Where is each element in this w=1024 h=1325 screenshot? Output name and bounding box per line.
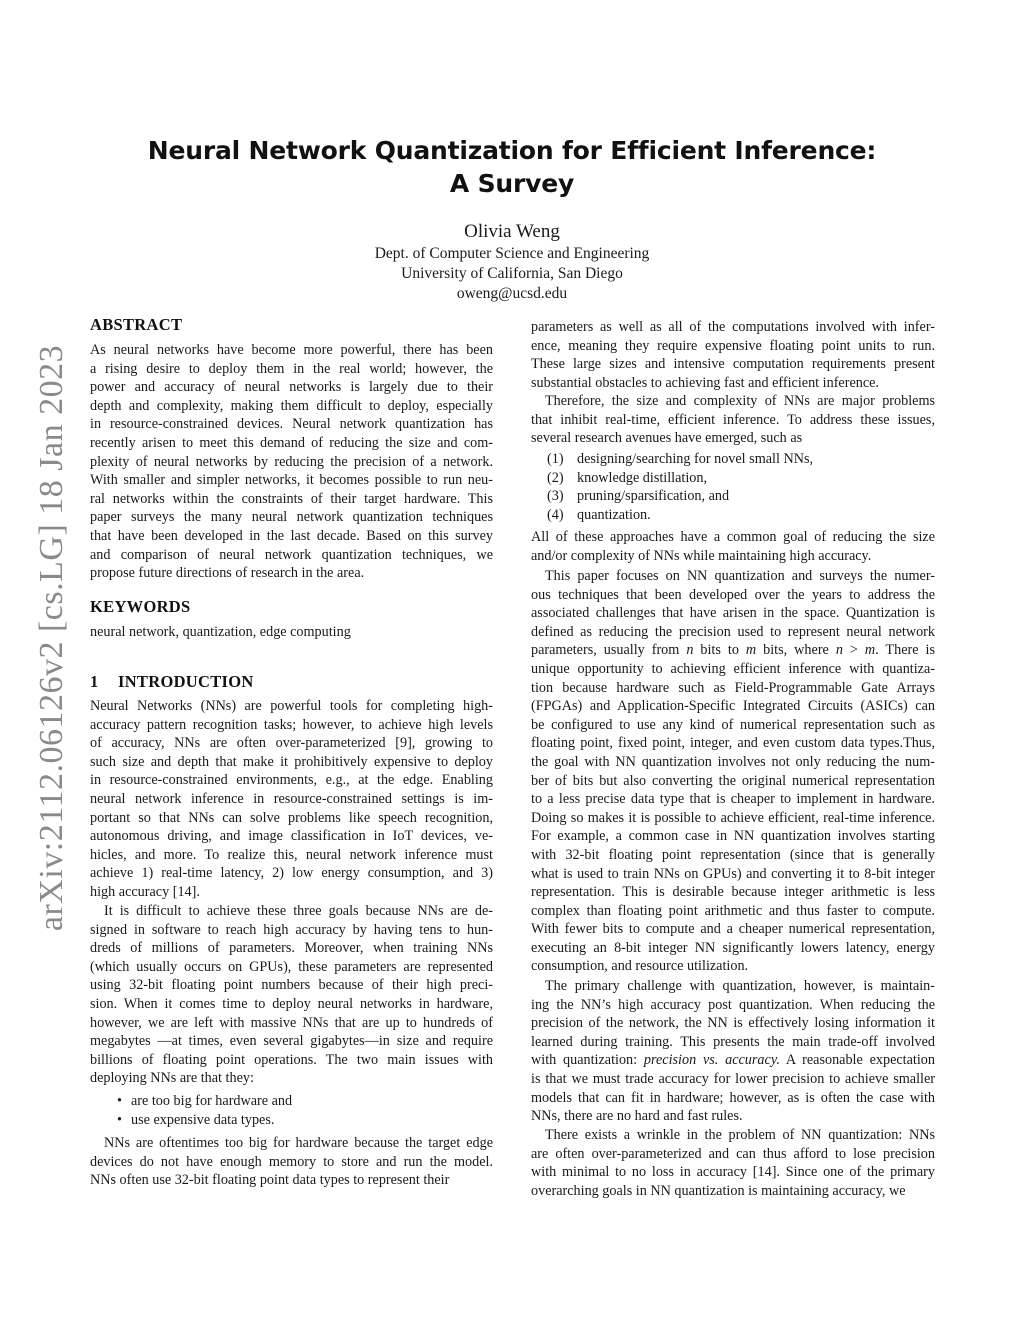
text-line: ing the NN’s high accuracy post quantization. When reducing the bbox=[531, 996, 935, 1013]
enum-marker: (1) bbox=[547, 451, 564, 467]
avenue-text: pruning/sparsification, and bbox=[577, 488, 730, 505]
text-line: autonomous driving, and image classification in IoT devices, ve- bbox=[90, 828, 493, 845]
text-line: high accuracy [14]. bbox=[90, 883, 200, 900]
text-line: recently arisen to meet this demand of reducing the size and com- bbox=[90, 434, 493, 451]
text-line: to a less precise data type that is cheaper to implement in hardware. bbox=[531, 791, 935, 808]
text-line: megabytes —at times, even several gigabytes—in size and require bbox=[90, 1033, 493, 1050]
text-line: in resource-constrained devices. Neural network quantization has bbox=[90, 416, 493, 433]
text-line: NNs, there are no hard and fast rules. bbox=[531, 1108, 743, 1125]
author-name: Olivia Weng bbox=[464, 221, 560, 242]
avenue-item bbox=[547, 506, 917, 525]
text-line: a rising desire to deploy them in the real world; however, the bbox=[90, 360, 493, 377]
bullet-item: • are too big for hardware and bbox=[117, 1093, 293, 1109]
text-line: substantial obstacles to achieving fast and efficient inference. bbox=[531, 374, 879, 391]
keywords-heading: KEYWORDS bbox=[90, 597, 191, 616]
text-line: the goal with NN quantization involves not only reducing the num- bbox=[531, 753, 935, 770]
avenue-item bbox=[547, 487, 917, 506]
text-line: executing an 8-bit integer NN significantly lowers latency, energy bbox=[531, 939, 935, 956]
author-block bbox=[200, 220, 824, 304]
intro-paragraph-1 bbox=[90, 697, 493, 902]
text-line: signed in software to reach high accuracy by having tens to hun- bbox=[90, 921, 493, 938]
issues-bullet-list bbox=[117, 1092, 491, 1129]
section-number: 1 bbox=[90, 672, 99, 691]
right-paragraph-4 bbox=[531, 567, 935, 976]
text-line: There exists a wrinkle in the problem of NN quantization: NNs bbox=[545, 1127, 935, 1143]
bullet-icon: • bbox=[117, 1111, 122, 1128]
author-email: oweng@ucsd.edu bbox=[456, 285, 568, 302]
text-line: is that we must trade accuracy for lower precision to achieve smaller bbox=[531, 1070, 935, 1087]
text-line: hicles, and more. To realize this, neural network inference must bbox=[90, 846, 493, 863]
text-line: For example, a common case in NN quantization involves starting bbox=[531, 828, 935, 845]
text-line: achieve 1) real-time latency, 2) low energy consumption, and 3) bbox=[90, 865, 493, 882]
text-line: and comparison of neural network quantization techniques, we bbox=[90, 546, 493, 563]
text-line: however, we are left with massive NNs that are up to hundreds of bbox=[90, 1014, 493, 1031]
text-line: such size and depth that make it prohibitively expensive to deploy bbox=[90, 753, 493, 770]
text-line: billions of floating point operations. The two main issues with bbox=[90, 1051, 493, 1068]
text-line: several research avenues have emerged, such as bbox=[531, 430, 803, 447]
paper-title bbox=[120, 134, 904, 200]
abstract-heading: ABSTRACT bbox=[90, 315, 183, 334]
text-line: (which usually occurs on GPUs), these parameters are represented bbox=[90, 958, 493, 975]
section-title: INTRODUCTION bbox=[118, 672, 254, 691]
text-line: be configured to use any kind of numerical representation such as bbox=[531, 716, 935, 733]
abstract-body bbox=[90, 341, 493, 583]
text-line: with minimal to no loss in accuracy [14]. Since one of the primary bbox=[531, 1164, 935, 1181]
text-line: devices do not have enough memory to store and run the model. bbox=[90, 1153, 493, 1170]
text-line: floating point, fixed point, integer, and even custom data types.Thus, bbox=[531, 735, 935, 752]
text-line: This paper focuses on NN quantization and surveys the numer- bbox=[545, 568, 935, 584]
text-line: deploying NNs are that they: bbox=[90, 1070, 254, 1087]
avenue-item bbox=[547, 469, 917, 488]
text-line: NNs are oftentimes too big for hardware because the target edge bbox=[104, 1135, 493, 1151]
avenue-text: knowledge distillation, bbox=[577, 469, 708, 486]
arxiv-identifier-stamp: arXiv:2112.06126v2 [cs.LG] 18 Jan 2023 bbox=[33, 344, 70, 932]
enum-marker: (3) bbox=[547, 488, 564, 505]
keywords-text: neural network, quantization, edge computing bbox=[90, 624, 351, 640]
title-line-2: A Survey bbox=[449, 169, 575, 198]
text-line: defined as reducing the precision used to represent neural network bbox=[531, 623, 935, 640]
text-line: parameters as well as all of the computations involved with infer- bbox=[531, 319, 935, 335]
text-line: are often over-parameterized and can thus afford to lose precision bbox=[531, 1145, 935, 1162]
text-line: consumption, and resource utilization. bbox=[531, 958, 749, 975]
text-line: with quantization: precision vs. accuracy. A reasonable expectation bbox=[531, 1052, 935, 1069]
text-line: with 32-bit floating point representation (since that is generally bbox=[531, 846, 935, 863]
text-line: precision of the network, the NN is effectively losing information it bbox=[531, 1015, 935, 1032]
text-line: ous techniques that been developed over the years to address the bbox=[531, 586, 935, 603]
bullet-item: • use expensive data types. bbox=[117, 1111, 275, 1128]
right-paragraph-1 bbox=[531, 318, 935, 392]
intro-paragraph-3 bbox=[90, 1134, 493, 1190]
text-line: neural network inference in resource-constrained settings is im- bbox=[90, 790, 493, 807]
text-line: dreds of millions of parameters. Moreover, when training NNs bbox=[90, 940, 493, 957]
text-line: depth and complexity, making them difficult to deploy, especially bbox=[90, 397, 493, 414]
text-line: (FPGAs) and Application-Specific Integrated Circuits (ASICs) can bbox=[531, 698, 935, 715]
right-paragraph-5 bbox=[531, 977, 935, 1126]
enum-marker: (2) bbox=[547, 469, 564, 486]
text-line: As neural networks have become more powerful, there has been bbox=[90, 342, 493, 358]
text-line: paper surveys the many neural network quantization techniques bbox=[90, 509, 493, 526]
text-line: sion. When it comes time to deploy neural networks in hardware, bbox=[90, 995, 493, 1012]
text-line: propose future directions of research in the area. bbox=[90, 565, 365, 582]
text-line: parameters, usually from n bits to m bits, where n > m. There is bbox=[531, 642, 935, 659]
text-line: power and accuracy of neural networks is largely due to their bbox=[90, 379, 493, 396]
text-line: associated challenges that have arisen in the space. Quantization is bbox=[531, 605, 935, 622]
research-avenues-list bbox=[547, 450, 917, 524]
text-line: overarching goals in NN quantization is maintaining accuracy, we bbox=[531, 1182, 906, 1199]
text-line: that have been developed in the last decade. Based on this survey bbox=[90, 527, 493, 544]
text-line: All of these approaches have a common goal of reducing the size bbox=[531, 529, 935, 545]
text-line: that inhibit real-time, efficient inference. To address these issues, bbox=[531, 411, 935, 428]
text-line: learned during training. This presents the main trade-off involved bbox=[531, 1033, 935, 1050]
text-line: With fewer bits to compute and a cheaper numerical representation, bbox=[531, 921, 935, 938]
text-line: accuracy pattern recognition tasks; however, to achieve high levels bbox=[90, 716, 493, 733]
text-line: unique opportunity to achieving efficient inference with quantiza- bbox=[531, 660, 935, 677]
text-line: ence, meaning they require expensive floating point units to run. bbox=[531, 337, 935, 354]
text-line: These large sizes and intensive computation requirements present bbox=[531, 356, 935, 373]
enum-marker: (4) bbox=[547, 506, 564, 523]
author-institution: University of California, San Diego bbox=[401, 265, 623, 282]
text-line: With smaller and simpler networks, it becomes possible to run neu- bbox=[90, 472, 493, 489]
author-department: Dept. of Computer Science and Engineering bbox=[374, 245, 650, 262]
avenue-text: quantization. bbox=[577, 506, 651, 523]
text-line: representation. This is desirable because integer arithmetic is less bbox=[531, 884, 935, 901]
right-paragraph-3 bbox=[531, 528, 935, 565]
text-line: Doing so makes it is possible to achieve efficient, real-time inference. bbox=[531, 809, 935, 826]
text-line: NNs often use 32-bit floating point data types to represent their bbox=[90, 1172, 450, 1189]
text-line: what is used to train NNs on GPUs) and converting it to 8-bit integer bbox=[531, 865, 935, 882]
avenue-item bbox=[547, 450, 917, 469]
text-line: complex than floating point arithmetic and thus faster to compute. bbox=[531, 902, 935, 919]
text-line: ral networks within the constraints of their target hardware. This bbox=[90, 490, 493, 507]
text-line: and/or complexity of NNs while maintaining high accuracy. bbox=[531, 547, 872, 564]
bullet-icon: • bbox=[117, 1093, 122, 1109]
right-paragraph-2 bbox=[531, 392, 935, 448]
text-line: models that can fit in hardware; however, as is often the case with bbox=[531, 1089, 935, 1106]
right-paragraph-6 bbox=[531, 1126, 935, 1200]
text-line: plexity of neural networks by reducing the precision of a network. bbox=[90, 453, 493, 470]
text-line: The primary challenge with quantization, however, is maintain- bbox=[545, 978, 935, 994]
introduction-heading bbox=[90, 672, 254, 692]
text-line: tion because hardware such as Field-Programmable Gate Arrays bbox=[531, 679, 935, 696]
text-line: Therefore, the size and complexity of NNs are major problems bbox=[545, 393, 935, 409]
text-line: Neural Networks (NNs) are powerful tools for completing high- bbox=[90, 698, 493, 714]
intro-paragraph-2 bbox=[90, 902, 493, 1088]
avenue-text: designing/searching for novel small NNs, bbox=[577, 451, 814, 467]
title-line-1: Neural Network Quantization for Efficient Inference: bbox=[147, 136, 877, 165]
text-line: ber of bits but also converting the original numerical representation bbox=[531, 772, 935, 789]
text-line: using 32-bit floating point numbers because of their high preci- bbox=[90, 977, 493, 994]
text-line: of accuracy, NNs are often over-parameterized [9], growing to bbox=[90, 735, 493, 752]
text-line: in resource-constrained environments, e.g., at the edge. Enabling bbox=[90, 772, 493, 789]
text-line: portant so that NNs can solve problems like speech recognition, bbox=[90, 809, 493, 826]
text-line: It is difficult to achieve these three goals because NNs are de- bbox=[104, 903, 493, 919]
